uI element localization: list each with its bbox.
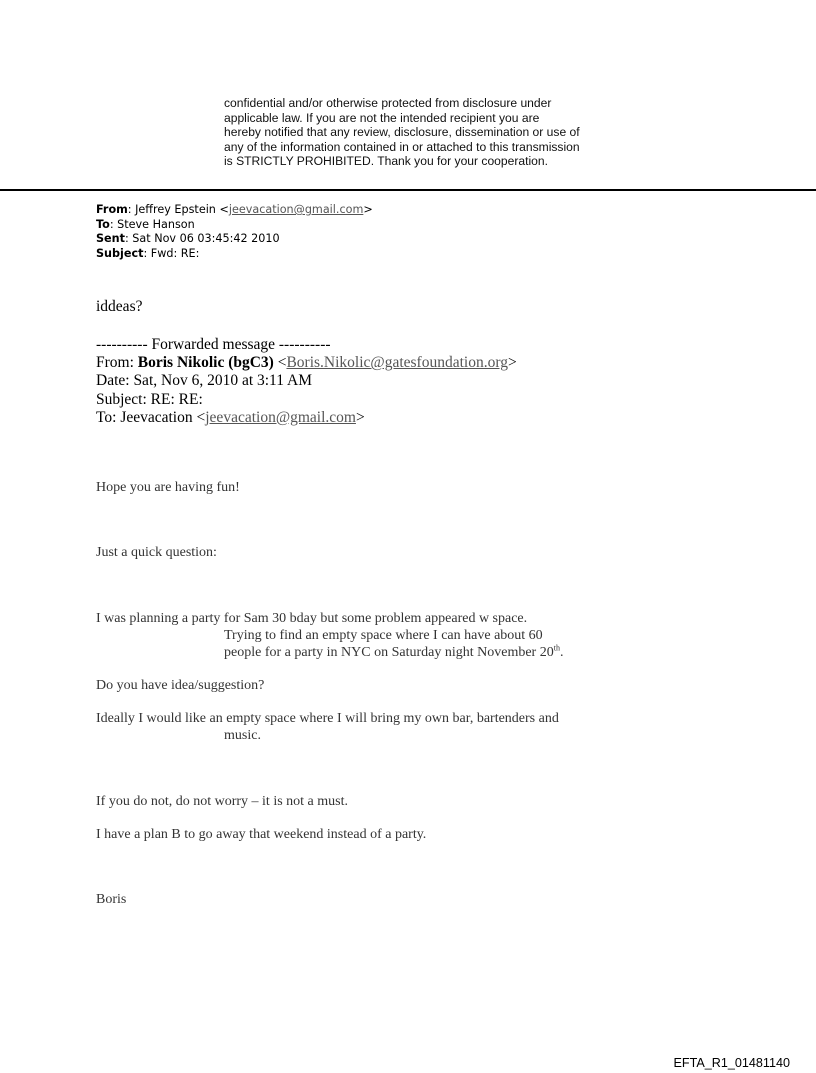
fwd-from-email-link[interactable]: Boris.Nikolic@gatesfoundation.org xyxy=(286,354,508,372)
sent-label: Sent xyxy=(96,232,125,246)
disclaimer-line: hereby notified that any review, disclosure, dissemination or use of xyxy=(224,125,580,140)
body-para3: If you do not, do not worry – it is not a must. xyxy=(96,794,348,809)
body-para1-line2: Trying to find an empty space where I can have about 60 xyxy=(224,628,543,643)
para1-end-punct: . xyxy=(559,645,564,660)
header-subject-row: Subject: Fwd: RE: xyxy=(96,246,200,260)
from-label: From xyxy=(96,203,128,216)
forwarded-date-row: Date: Sat, Nov 6, 2010 at 3:11 AM xyxy=(96,372,312,390)
subject-value: Fwd: RE: xyxy=(150,246,200,260)
disclaimer-line: confidential and/or otherwise protected from disclosure under xyxy=(224,96,552,110)
body-para2-line2: music. xyxy=(224,728,261,743)
top-message: iddeas? xyxy=(96,298,143,315)
forwarded-to-row: To: Jeevacation <jeevacation@gmail.com> xyxy=(96,408,365,426)
forwarded-divider: ---------- Forwarded message ---------- xyxy=(96,336,331,353)
disclaimer-line: is STRICTLY PROHIBITED. Thank you for your cooperation. xyxy=(224,154,548,169)
header-from-row: From: Jeffrey Epstein <jeevacation@gmail.com> xyxy=(96,203,373,216)
fwd-from-name: Boris Nikolic (bgC3) xyxy=(137,354,274,372)
header-sent-row: Sent: Sat Nov 06 03:45:42 2010 xyxy=(96,232,280,246)
body-para4: I have a plan B to go away that weekend instead of a party. xyxy=(96,827,427,842)
forwarded-from-row: From: Boris Nikolic (bgC3) <Boris.Nikolic@gatesfoundation.org> xyxy=(96,354,517,372)
fwd-to-label: To: Jeevacation xyxy=(96,408,193,426)
to-label: To xyxy=(96,217,110,231)
para1-line3-text: people for a party in NYC on Saturday night November 20 xyxy=(224,645,554,660)
sent-value: Sat Nov 06 03:45:42 2010 xyxy=(132,232,280,246)
email-header xyxy=(96,203,373,261)
subject-label: Subject xyxy=(96,246,144,260)
forwarded-subject-row: Subject: RE: RE: xyxy=(96,390,203,408)
body-greeting: Hope you are having fun! xyxy=(96,480,240,495)
body-question-intro: Just a quick question: xyxy=(96,545,217,560)
confidentiality-disclaimer xyxy=(224,96,604,169)
body-para1-line3 xyxy=(224,645,563,661)
fwd-from-label: From: xyxy=(96,354,134,372)
from-name: Jeffrey Epstein xyxy=(135,203,216,216)
ordinal-superscript: th xyxy=(553,643,560,653)
disclaimer-line: applicable law. If you are not the intended recipient you are xyxy=(224,110,540,125)
header-divider xyxy=(0,189,816,191)
fwd-to-email-link[interactable]: jeevacation@gmail.com xyxy=(205,408,356,426)
body-question: Do you have idea/suggestion? xyxy=(96,678,265,693)
from-email-link[interactable]: jeevacation@gmail.com xyxy=(228,203,364,216)
body-para2-line1: Ideally I would like an empty space where I will bring my own bar, bartenders and xyxy=(96,711,559,726)
document-id: EFTA_R1_01481140 xyxy=(673,1056,790,1070)
forwarded-block xyxy=(96,336,517,427)
header-to-row: To: Steve Hanson xyxy=(96,217,195,231)
disclaimer-line: any of the information contained in or attached to this transmission xyxy=(224,139,580,154)
signature: Boris xyxy=(96,892,127,907)
to-value: Steve Hanson xyxy=(117,217,195,231)
body-para1-line1: I was planning a party for Sam 30 bday but some problem appeared w space. xyxy=(96,611,528,626)
